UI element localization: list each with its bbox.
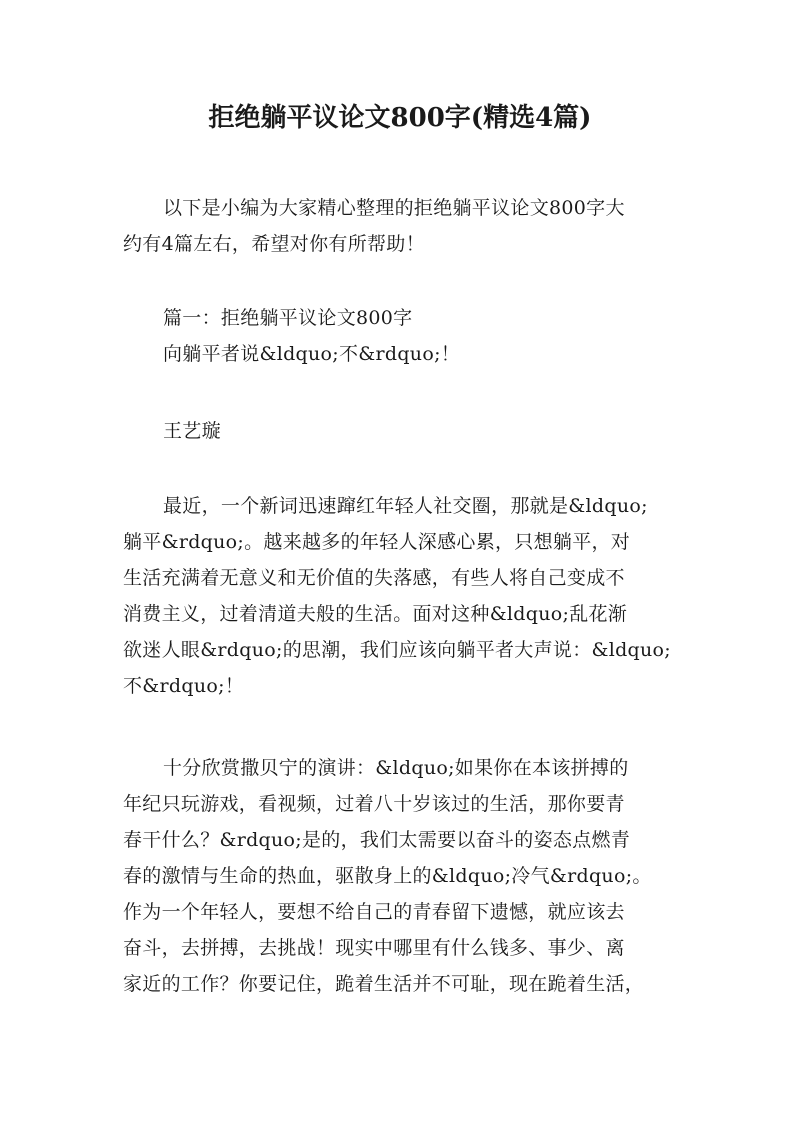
author-block bbox=[123, 413, 683, 449]
paragraph-line: 奋斗，去拼搏，去挑战！现实中哪里有什么钱多、事少、离 bbox=[123, 937, 625, 959]
paragraph-line: 年纪只玩游戏，看视频，过着八十岁该过的生活，那你要青 bbox=[123, 793, 625, 815]
section-heading: 篇一：拒绝躺平议论文800字 bbox=[163, 307, 413, 329]
section-header bbox=[123, 300, 683, 372]
body-paragraph-2 bbox=[123, 750, 683, 1002]
paragraph-line: 春干什么？&rdquo;是的，我们太需要以奋斗的姿态点燃青 bbox=[123, 829, 631, 851]
paragraph-line: 最近，一个新词迅速蹿红年轻人社交圈，那就是&ldquo; bbox=[163, 495, 648, 517]
paragraph-line: 春的激情与生命的热血，驱散身上的&ldquo;冷气&rdquo;。 bbox=[123, 865, 652, 887]
paragraph-line: 家近的工作？你要记住，跪着生活并不可耻，现在跪着生活， bbox=[123, 973, 645, 995]
paragraph-line: 躺平&rdquo;。越来越多的年轻人深感心累，只想躺平，对 bbox=[123, 531, 631, 553]
intro-paragraph bbox=[123, 190, 683, 262]
paragraph-line: 欲迷人眼&rdquo;的思潮，我们应该向躺平者大声说：&ldquo; bbox=[123, 639, 671, 661]
paragraph-line: 作为一个年轻人，要想不给自己的青春留下遗憾，就应该去 bbox=[123, 901, 625, 923]
paragraph-line: 十分欣赏撒贝宁的演讲：&ldquo;如果你在本该拼搏的 bbox=[163, 757, 629, 779]
paragraph-line: 生活充满着无意义和无价值的失落感，有些人将自己变成不 bbox=[123, 567, 625, 589]
paragraph-line: 不&rdquo;！ bbox=[123, 675, 245, 697]
intro-line: 以下是小编为大家精心整理的拒绝躺平议论文800字大 bbox=[163, 197, 625, 219]
body-paragraph-1 bbox=[123, 488, 683, 704]
document-title: 拒绝躺平议论文800字(精选4篇) bbox=[208, 103, 592, 133]
section-subtitle: 向躺平者说&ldquo;不&rdquo;！ bbox=[163, 343, 461, 365]
author-name: 王艺璇 bbox=[163, 420, 221, 442]
paragraph-line: 消费主义，过着清道夫般的生活。面对这种&ldquo;乱花渐 bbox=[123, 603, 628, 625]
intro-line: 约有4篇左右，希望对你有所帮助！ bbox=[123, 233, 425, 255]
